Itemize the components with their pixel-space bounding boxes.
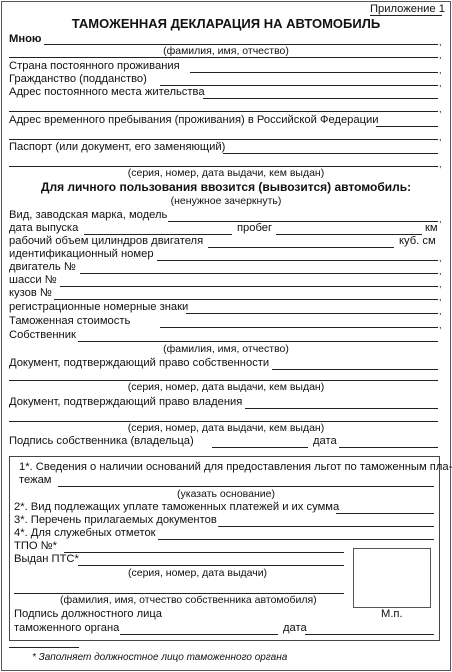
- footnote: * Заполняет должностное лицо таможенного органа: [32, 652, 288, 663]
- engine-no-label: двигатель №: [9, 261, 76, 273]
- country-field[interactable]: [190, 72, 438, 73]
- item2-label: 2*. Вид подлежащих уплате таможенных платежей и их сумма: [14, 501, 340, 513]
- benefits-label-1: 1*. Сведения о наличии оснований для предоставления льгот по таможенным пла-: [19, 461, 452, 473]
- item3-label: 3*. Перечень прилагаемых документов: [14, 514, 217, 526]
- name-field-2[interactable]: [9, 57, 438, 58]
- address-temp-label: Адрес временного пребывания (проживания) в Российской Федерации: [9, 114, 379, 126]
- ownership-doc-label: Документ, подтверждающий право собственности: [9, 357, 270, 369]
- engine-volume-label: рабочий объем цилиндров двигателя: [9, 235, 204, 247]
- item2-field[interactable]: [336, 513, 434, 514]
- reg-plates-field[interactable]: [186, 313, 438, 314]
- footnote-divider: [9, 647, 79, 648]
- hint-fio: (фамилия, имя, отчество): [163, 45, 289, 57]
- citizenship-label: Гражданство (подданство): [9, 73, 147, 85]
- appendix-label: Приложение 1: [370, 3, 445, 15]
- body-no-field[interactable]: [54, 299, 438, 300]
- officer-signature-field[interactable]: [120, 634, 278, 635]
- date-label-1: дата: [313, 435, 337, 447]
- item3-field[interactable]: [218, 526, 434, 527]
- body-no-label: кузов №: [9, 287, 52, 299]
- address-perm-field[interactable]: [203, 98, 438, 99]
- vin-label: идентификационный номер: [9, 248, 154, 260]
- cc-unit: куб. см: [399, 235, 436, 247]
- reg-plates-label: регистрационные номерные знаки: [9, 301, 189, 313]
- owner-signature-field[interactable]: [212, 447, 308, 448]
- vin-field[interactable]: [157, 260, 438, 261]
- hint-series-2: (серия, номер, дата выдачи, кем выдан): [127, 381, 325, 393]
- hint-series-4: (серия, номер, дата выдачи): [128, 567, 268, 579]
- possession-doc-label: Документ, подтверждающий право владения: [9, 396, 243, 408]
- vehicle-heading: Для личного пользования ввозится (вывозится) автомобиль:: [40, 180, 412, 194]
- date-field-2[interactable]: [305, 634, 434, 635]
- benefits-label-2: тежам: [19, 474, 52, 486]
- officer-signature-label-1: Подпись должностного лица: [14, 608, 162, 620]
- engine-volume-field[interactable]: [208, 247, 394, 248]
- address-perm-field-2[interactable]: [9, 111, 438, 112]
- tpo-label: ТПО №*: [14, 540, 58, 552]
- vehicle-type-label: Вид, заводская марка, модель: [9, 209, 168, 221]
- date-label-2: дата: [283, 622, 307, 634]
- address-temp-field-2[interactable]: [9, 139, 438, 140]
- owner-label: Собственник: [9, 329, 76, 341]
- hint-series-3: (серия, номер, дата выдачи, кем выдан): [127, 422, 325, 434]
- possession-doc-field[interactable]: [245, 408, 438, 409]
- country-label: Страна постоянного проживания: [9, 60, 180, 72]
- address-perm-label: Адрес постоянного места жительства: [9, 86, 205, 98]
- passport-field[interactable]: [223, 153, 438, 154]
- item4-field[interactable]: [158, 539, 434, 540]
- address-temp-field[interactable]: [376, 126, 438, 127]
- hint-strike: (ненужное зачеркнуть): [170, 195, 282, 207]
- year-label: дата выпуска: [9, 222, 79, 234]
- passport-label: Паспорт (или документ, его заменяющий): [9, 141, 226, 153]
- officer-signature-label-2: таможенного органа: [14, 622, 120, 634]
- stamp-mp-label: М.п.: [381, 608, 403, 620]
- benefits-field[interactable]: [58, 486, 434, 487]
- pts-label: Выдан ПТС*: [14, 553, 79, 565]
- form-title: ТАМОЖЕННАЯ ДЕКЛАРАЦИЯ НА АВТОМОБИЛЬ: [71, 16, 381, 31]
- customs-value-label: Таможенная стоимость: [9, 315, 131, 327]
- date-field-1[interactable]: [339, 447, 438, 448]
- engine-no-field[interactable]: [80, 273, 438, 274]
- ownership-doc-field[interactable]: [272, 369, 438, 370]
- owner-signature-label: Подпись собственника (владельца): [9, 435, 194, 447]
- hint-owner-fio: (фамилия, имя, отчество собственника автомобиля): [60, 594, 317, 606]
- item4-label: 4*. Для служебных отметок: [14, 527, 156, 539]
- chassis-no-field[interactable]: [60, 286, 438, 287]
- vehicle-type-field[interactable]: [168, 221, 438, 222]
- tpo-field[interactable]: [64, 552, 344, 553]
- pts-field[interactable]: [78, 565, 344, 566]
- hint-reason: (указать основание): [177, 488, 275, 500]
- hint-series: (серия, номер, дата выдачи, кем выдан): [127, 167, 325, 179]
- owner-field[interactable]: [78, 341, 438, 342]
- chassis-no-label: шасси №: [9, 274, 57, 286]
- stamp-area: [353, 548, 431, 608]
- i-label: Мною: [9, 33, 42, 45]
- hint-fio-2: (фамилия, имя, отчество): [163, 343, 289, 355]
- customs-value-field[interactable]: [160, 327, 438, 328]
- km-unit: км: [425, 222, 438, 234]
- mileage-label: пробег: [237, 222, 273, 234]
